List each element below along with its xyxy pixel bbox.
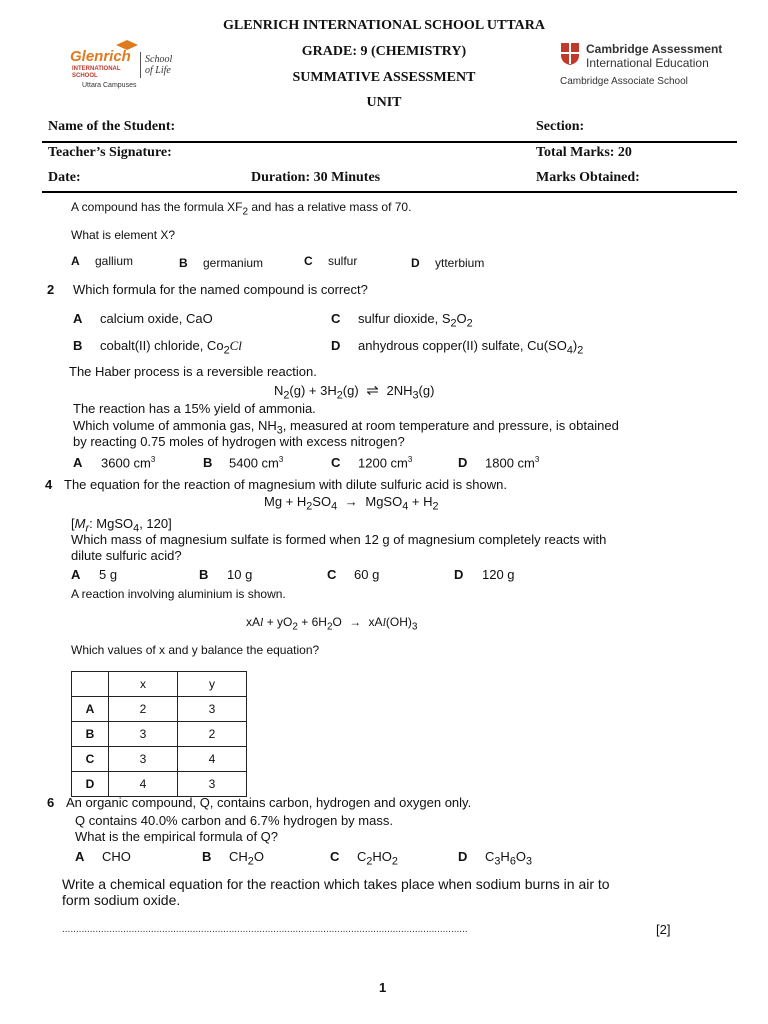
q2-option-c-letter: C: [331, 311, 341, 326]
header-rule-top: [42, 141, 737, 143]
q4-option-c-text: 60 g: [354, 567, 380, 582]
q4-eq3-s: 2: [432, 500, 439, 513]
table-header-cell: x: [109, 672, 178, 697]
q3-option-a-letter: A: [73, 455, 83, 470]
cambridge-logo: [560, 42, 740, 90]
q6-d-s2: 6: [509, 855, 516, 868]
q6-option-c-text: [357, 849, 398, 868]
q4-eq2-s: 4: [402, 500, 409, 513]
q1-stem-text2: and has a relative mass of 70.: [248, 200, 412, 214]
q1-stem-text: A compound has the formula XF: [71, 200, 243, 214]
q2-option-a-text: calcium oxide, CaO: [100, 311, 213, 326]
cambridge-shield-icon: [560, 42, 580, 66]
q4-eq1-b: SO: [312, 494, 332, 509]
q2-d-s2: 2: [577, 344, 584, 357]
q3-eq-r2: (g): [342, 383, 359, 398]
q6-c-t1: C: [357, 849, 367, 864]
q7-marks: [2]: [656, 922, 671, 937]
q3-equation: [274, 381, 434, 402]
header-rule-bottom: [42, 191, 737, 193]
q2-b-t1: cobalt(II) chloride, Co: [100, 338, 224, 353]
q6-stem: An organic compound, Q, contains carbon, hydrogen and oxygen only.: [66, 795, 472, 810]
q6-c-s2: 2: [391, 855, 398, 868]
q1-option-b-text: germanium: [203, 256, 264, 270]
q1-stem: [71, 200, 411, 217]
q6-option-d-letter: D: [458, 849, 468, 864]
q2-c-s1: 2: [450, 317, 457, 330]
q3-ask1: Which volume of ammonia gas, NH: [73, 418, 277, 433]
q4-mr-r: r: [85, 522, 90, 535]
cambridge-line1: Cambridge Assessment: [586, 42, 723, 56]
table-row: [72, 747, 247, 772]
table-header-cell: y: [178, 672, 247, 697]
q7-line2: form sodium oxide.: [62, 892, 181, 908]
q6-option-a-text: CHO: [102, 849, 131, 864]
q6-option-d-text: [485, 849, 532, 868]
q1-question: What is element X?: [71, 228, 176, 242]
q3-a-sup: 3: [150, 455, 156, 464]
q3-option-d-letter: D: [458, 455, 468, 470]
q5-eq-e: xA: [368, 615, 383, 629]
logo-sub2: SCHOOL: [72, 73, 98, 79]
table-cell: B: [72, 722, 109, 747]
table-cell: 2: [109, 697, 178, 722]
table-cell: 4: [178, 747, 247, 772]
q3-option-b-text: [229, 455, 283, 470]
q5-eq-s3: 3: [411, 621, 418, 633]
q6-b-t1: CH: [229, 849, 248, 864]
q2-option-d-letter: D: [331, 338, 341, 353]
q2-b-t2: Cl: [229, 338, 242, 353]
q5-eq-l: l: [260, 615, 264, 629]
q4-question-line1: Which mass of magnesium sulfate is formed when 12 g of magnesium completely reacts with: [71, 532, 607, 547]
q6-options: [75, 849, 675, 867]
q4-number: 4: [45, 477, 53, 492]
cambridge-line2: International Education: [586, 56, 709, 70]
q4-option-a-letter: A: [71, 567, 81, 582]
q3-eq-n-sub: 2: [283, 389, 290, 402]
logo-tag2: of Life: [145, 65, 171, 76]
q1-stem-sub: 2: [242, 206, 248, 218]
q2-option-b-letter: B: [73, 338, 83, 353]
q5-eq-a: xA: [246, 615, 261, 629]
q6-b-s1: 2: [247, 855, 254, 868]
q6-line2: Q contains 40.0% carbon and 6.7% hydrogen by mass.: [75, 813, 393, 828]
unit-title: UNIT: [366, 95, 402, 110]
q2-d-s1: 4: [566, 344, 573, 357]
q3-option-c-letter: C: [331, 455, 341, 470]
q6-number: 6: [47, 795, 55, 810]
q3-b-sup: 3: [278, 455, 284, 464]
q2-c-s2: 2: [466, 317, 473, 330]
q1-option-a-text: gallium: [95, 254, 134, 268]
q6-d-s1: 3: [494, 855, 501, 868]
q6-b-t2: O: [253, 849, 264, 864]
q2-option-d-text: [358, 338, 583, 357]
q6-option-c-letter: C: [330, 849, 340, 864]
table-row: [72, 772, 247, 797]
q4-mr-sub: 4: [133, 522, 140, 535]
teacher-signature-label: Teacher’s Signature:: [48, 145, 172, 160]
q1-option-c-letter: C: [304, 254, 313, 268]
q4-eq1: Mg + H: [264, 494, 307, 509]
student-name-label: Name of the Student:: [48, 119, 176, 134]
table-header-cell: [72, 672, 109, 697]
q2-d-t1: anhydrous copper(II) sulfate, Cu(SO: [358, 338, 567, 353]
q5-equation: [246, 615, 417, 632]
q4-equation: [264, 494, 439, 513]
q4-question-line2: dilute sulfuric acid?: [71, 548, 182, 563]
q5-eq-l2: l: [382, 615, 386, 629]
q6-d-t3: O: [515, 849, 526, 864]
q1-option-d-text: ytterbium: [435, 256, 485, 270]
q5-eq-b: + yO: [263, 615, 293, 629]
reaction-arrow-icon: →: [344, 494, 358, 509]
q6-option-b-text: [229, 849, 264, 868]
q2-option-a-letter: A: [73, 311, 83, 326]
q5-eq-s1: 2: [292, 621, 298, 633]
page-number: 1: [379, 980, 387, 995]
q6-option-a-letter: A: [75, 849, 85, 864]
school-name: GLENRICH INTERNATIONAL SCHOOL UTTARA: [223, 18, 545, 33]
logo-sub1: INTERNATIONAL: [72, 66, 121, 72]
logo-brand: Glenrich: [70, 48, 131, 65]
table-header-row: [72, 672, 247, 697]
q4-eq3: + H: [408, 494, 433, 509]
q4-option-d-letter: D: [454, 567, 464, 582]
q4-eq2: MgSO: [365, 494, 403, 509]
q3-ask2: , measured at room temperature and pressure, is obtained: [282, 418, 619, 433]
reaction-arrow-icon: →: [349, 615, 362, 629]
q3-d-text: 1800 cm: [485, 455, 535, 471]
table-cell: C: [72, 747, 109, 772]
table-cell: D: [72, 772, 109, 797]
table-row: [72, 697, 247, 722]
marks-obtained-label: Marks Obtained:: [536, 170, 640, 185]
q3-eq-n: N: [274, 383, 284, 398]
q3-yield: The reaction has a 15% yield of ammonia.: [73, 401, 316, 416]
table-cell: 3: [109, 722, 178, 747]
q5-question: Which values of x and y balance the equation?: [71, 643, 320, 657]
q3-eq-p-end: (g): [418, 383, 435, 398]
q2-b-s1: 2: [223, 344, 230, 357]
q4-mr-m: M: [74, 516, 86, 531]
q3-eq-p: 2NH: [386, 383, 413, 398]
q4-option-d-text: 120 g: [482, 567, 515, 582]
q4-options: [71, 567, 671, 585]
q4-option-b-text: 10 g: [227, 567, 253, 582]
q6-d-t1: C: [485, 849, 495, 864]
date-label: Date:: [48, 170, 81, 185]
grade-title: GRADE: 9 (CHEMISTRY): [301, 44, 467, 59]
assessment-title: SUMMATIVE ASSESSMENT: [292, 70, 476, 85]
q4-mr-open: [: [71, 516, 75, 531]
q2-option-b-text: [100, 338, 242, 357]
q3-c-text: 1200 cm: [358, 455, 408, 471]
q4-eq1-s2: 4: [331, 500, 338, 513]
q3-option-d-text: [485, 455, 539, 470]
q6-question: What is the empirical formula of Q?: [75, 829, 279, 844]
logo-divider: [140, 52, 141, 78]
q1-option-d-letter: D: [411, 256, 420, 270]
q3-eq-r1: (g) + 3H: [289, 383, 337, 398]
q5-eq-s2: 2: [326, 621, 333, 633]
table-cell: 3: [178, 772, 247, 797]
q4-stem: The equation for the reaction of magnesium with dilute sulfuric acid is shown.: [64, 477, 507, 492]
q3-option-a-text: [101, 455, 155, 470]
cambridge-line3: Cambridge Associate School: [560, 76, 688, 87]
q1-option-b-letter: B: [179, 256, 188, 270]
q3-eq-p-sub: 3: [412, 389, 419, 402]
q5-eq-f: (OH): [385, 615, 412, 629]
q3-c-sup: 3: [407, 455, 413, 464]
q3-eq-h-sub: 2: [336, 389, 343, 402]
q2-option-c-text: [358, 311, 473, 330]
q3-option-c-text: [358, 455, 412, 470]
q3-b-text: 5400 cm: [229, 455, 279, 471]
q2-d-t2: ): [572, 338, 578, 353]
q3-options: [73, 455, 673, 473]
q4-option-b-letter: B: [199, 567, 209, 582]
q6-d-t2: H: [500, 849, 510, 864]
q4-eq1-s1: 2: [306, 500, 313, 513]
q3-ask-sub: 3: [276, 424, 283, 437]
q3-option-b-letter: B: [203, 455, 213, 470]
table-cell: 2: [178, 722, 247, 747]
q6-option-b-letter: B: [202, 849, 212, 864]
q2-stem: Which formula for the named compound is correct?: [73, 282, 368, 297]
q3-question-line2: by reacting 0.75 moles of hydrogen with excess nitrogen?: [73, 434, 405, 449]
q6-d-s3: 3: [525, 855, 532, 868]
q7-answer-line[interactable]: ..................................................................................................................................................: [62, 924, 468, 935]
q3-intro: The Haber process is a reversible reaction.: [69, 364, 317, 379]
table-cell: 3: [109, 747, 178, 772]
glenrich-logo: [70, 42, 182, 92]
q2-c-t2: O: [456, 311, 467, 326]
q7-line1: Write a chemical equation for the reaction which takes place when sodium burns in air to: [62, 876, 610, 892]
q4-option-c-letter: C: [327, 567, 337, 582]
q3-a-text: 3600 cm: [101, 455, 151, 471]
q1-option-c-text: sulfur: [328, 254, 358, 268]
q6-c-t2: HO: [372, 849, 392, 864]
q6-c-s1: 2: [366, 855, 373, 868]
logo-tag1: School: [145, 54, 173, 65]
total-marks-label: Total Marks: 20: [536, 145, 632, 160]
duration-label: Duration: 30 Minutes: [251, 170, 381, 185]
q4-mr-rest: : MgSO: [89, 516, 134, 531]
q3-d-sup: 3: [534, 455, 540, 464]
q2-number: 2: [47, 282, 55, 297]
q4-mr-val: , 120]: [139, 516, 172, 531]
table-cell: 3: [178, 697, 247, 722]
table-row: [72, 722, 247, 747]
q4-option-a-text: 5 g: [99, 567, 118, 582]
table-cell: A: [72, 697, 109, 722]
q1-option-a-letter: A: [71, 254, 80, 268]
q5-values-table: [71, 671, 247, 797]
section-label: Section:: [536, 119, 585, 134]
equilibrium-arrow-icon: ⇌: [366, 382, 379, 399]
q5-eq-c: + 6H: [297, 615, 327, 629]
q5-eq-d: O: [332, 615, 342, 629]
q5-intro: A reaction involving aluminium is shown.: [71, 587, 286, 601]
table-cell: 4: [109, 772, 178, 797]
q2-c-t1: sulfur dioxide, S: [358, 311, 451, 326]
logo-campus: Uttara Campuses: [82, 82, 137, 89]
